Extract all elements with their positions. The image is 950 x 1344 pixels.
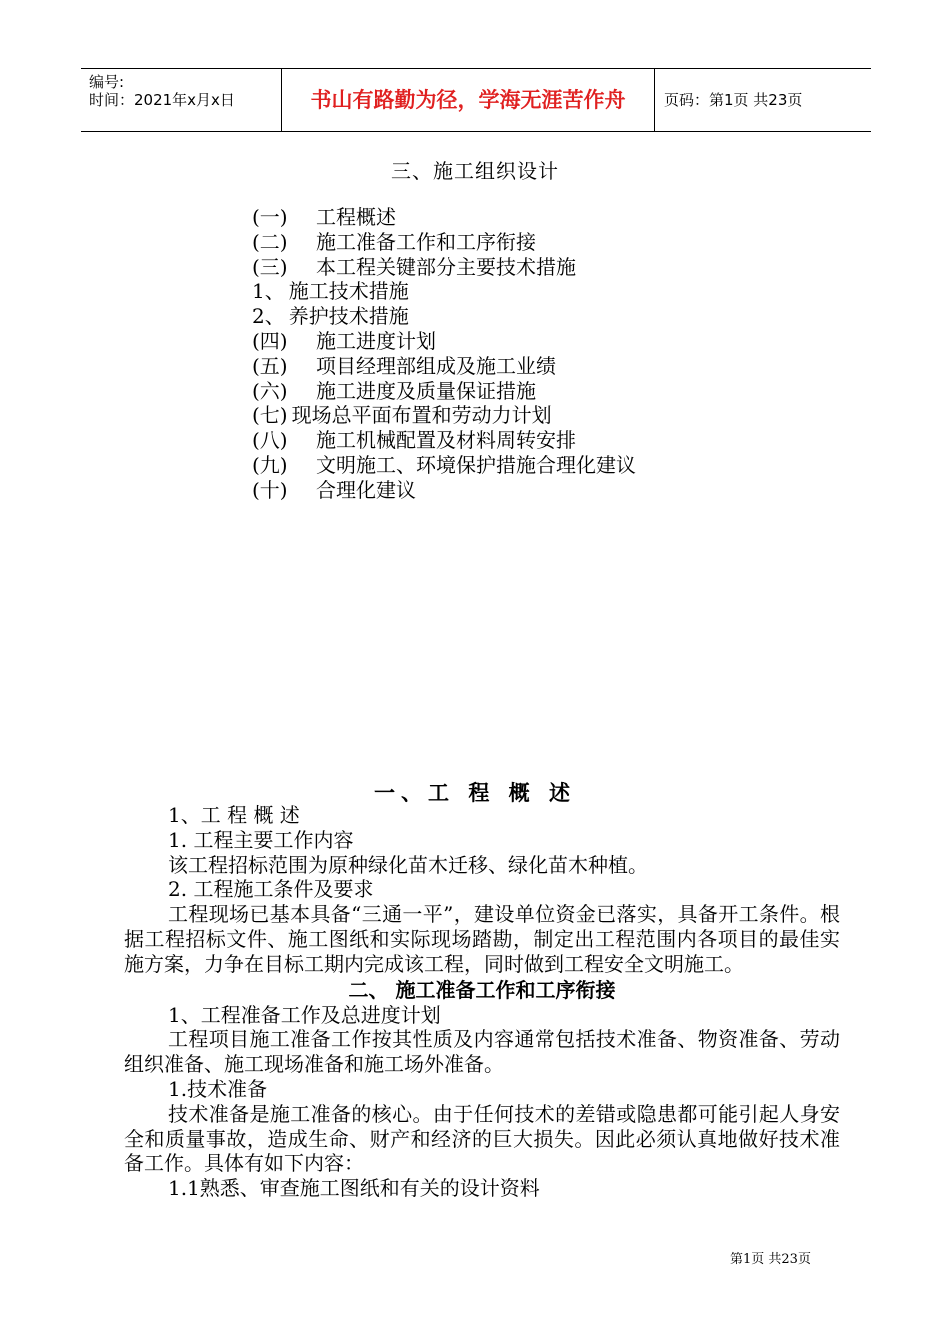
toc-item (252, 230, 636, 255)
paragraph: 工程现场已基本具备“三通一平”，建设单位资金已落实，具备开工条件。根据工程招标文件、施工图纸和实际现场踏勘，制定出工程范围内各项目的最佳实施方案，力争在目标工期内完成该工程，同时做到工程安全文明施工。 (124, 902, 840, 976)
toc-number: (七) (252, 403, 288, 428)
paragraph: 技术准备是施工准备的核心。由于任何技术的差错或隐患都可能引起人身安全和质量事故，造成生命、财产和经济的巨大损失。因此必须认真地做好技术准备工作。具体有如下内容： (124, 1101, 840, 1176)
document-title: 三、施工组织设计 (391, 159, 559, 183)
toc-number: 1、 (252, 279, 285, 304)
subheading: 2. 工程施工条件及要求 (168, 877, 374, 902)
toc-item (252, 255, 636, 280)
toc-number: (八) (252, 428, 288, 453)
toc-number: (二) (252, 229, 288, 254)
toc-text: 施工技术措施 (288, 279, 409, 304)
paragraph: 该工程招标范围为原种绿化苗木迁移、绿化苗木种植。 (168, 852, 648, 877)
subheading: 1. 工程主要工作内容 (168, 827, 354, 852)
header-motto: 书山有路勤为径，学海无涯苦作舟 (282, 69, 655, 131)
number-label: 编号: (89, 73, 125, 91)
document-body (124, 803, 840, 1201)
toc-item (252, 304, 636, 329)
toc-text: 养护技术措施 (288, 304, 409, 329)
toc-item (252, 354, 636, 379)
toc-text: 合理化建议 (316, 477, 416, 502)
toc-number: 2、 (252, 304, 285, 329)
subheading: 1、工 程 概 述 (168, 803, 300, 827)
toc-item (252, 329, 636, 354)
toc-text: 项目经理部组成及施工业绩 (316, 353, 556, 378)
toc-number: (五) (252, 353, 288, 378)
page-header (81, 68, 871, 132)
toc-number: (九) (252, 452, 288, 477)
toc-item (252, 478, 636, 503)
toc-number: (十) (252, 477, 288, 502)
toc-text: 施工机械配置及材料周转安排 (316, 428, 576, 453)
toc-text: 现场总平面布置和劳动力计划 (291, 403, 552, 428)
toc-number: (三) (252, 254, 288, 279)
time-label: 时间：2021年x月x日 (89, 91, 235, 109)
toc-text: 工程概述 (316, 205, 396, 229)
toc-item (252, 453, 636, 478)
subheading: 1.1熟悉、审查施工图纸和有关的设计资料 (168, 1176, 540, 1201)
page-footer: 第1页 共23页 (730, 1252, 811, 1267)
section-2-heading: 二、 施工准备工作和工序衔接 (348, 977, 616, 1002)
header-meta-cell (81, 69, 282, 131)
toc-text: 文明施工、环境保护措施合理化建议 (316, 452, 636, 477)
toc-number: (六) (252, 378, 288, 403)
toc-item (252, 379, 636, 404)
toc-item (252, 403, 636, 428)
subheading: 1、工程准备工作及总进度计划 (168, 1002, 441, 1027)
toc-text: 本工程关键部分主要技术措施 (316, 254, 576, 279)
toc-text: 施工进度计划 (316, 328, 436, 353)
header-page-info: 页码：第1页 共23页 (664, 91, 803, 109)
toc-item (252, 279, 636, 304)
paragraph: 工程项目施工准备工作按其性质及内容通常包括技术准备、物资准备、劳动组织准备、施工现场准备和施工场外准备。 (124, 1027, 840, 1077)
toc-number: (四) (252, 328, 288, 353)
toc-text: 施工进度及质量保证措施 (316, 378, 536, 403)
toc-item (252, 205, 636, 230)
table-of-contents (252, 205, 636, 503)
toc-number: (一) (252, 205, 288, 229)
section-1-heading: 一、工 程 概 述 (374, 781, 576, 805)
toc-item (252, 428, 636, 453)
toc-text: 施工准备工作和工序衔接 (316, 229, 536, 254)
subheading: 1.技术准备 (168, 1076, 268, 1101)
